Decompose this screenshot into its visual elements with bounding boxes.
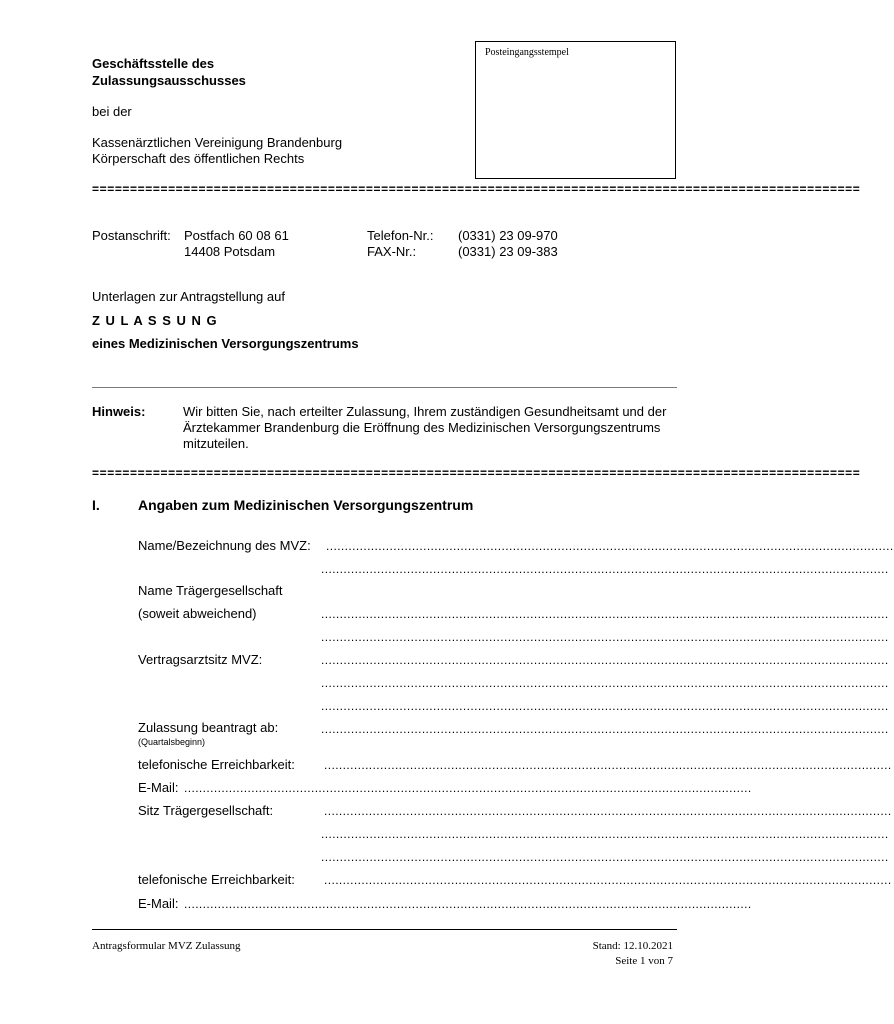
section-number: I. bbox=[92, 497, 100, 513]
fax-value: (0331) 23 09-383 bbox=[458, 244, 558, 259]
vertragsarztsitz-input-line-3[interactable]: ........................................................................................................................................................ bbox=[321, 699, 889, 713]
footer-stand: Stand: 12.10.2021 bbox=[592, 940, 673, 952]
vertragsarztsitz-label: Vertragsarztsitz MVZ: bbox=[138, 652, 263, 667]
traeger-sub-label: (soweit abweichend) bbox=[138, 606, 257, 621]
zulassung-sub-label: (Quartalsbeginn) bbox=[138, 737, 206, 747]
name-input-line-2[interactable]: ........................................................................................................................................................ bbox=[321, 562, 889, 576]
telefon-erreichbarkeit-label-2: telefonische Erreichbarkeit: bbox=[138, 872, 295, 887]
footer-rule bbox=[92, 929, 677, 930]
vertragsarztsitz-input-line-1[interactable]: ........................................................................................................................................................ bbox=[321, 653, 889, 667]
fax-label: FAX-Nr.: bbox=[367, 244, 417, 259]
hinweis-label: Hinweis: bbox=[92, 404, 146, 419]
traeger-input-line-1[interactable]: ........................................................................................................................................................ bbox=[321, 607, 889, 621]
title-line-3: eines Medizinischen Versorgungszentrums bbox=[92, 336, 359, 351]
telefon-erreichbarkeit-input-2[interactable]: ........................................................................................................................................................ bbox=[324, 873, 892, 887]
telefon-label: Telefon-Nr.: bbox=[367, 228, 434, 243]
bei-der: bei der bbox=[92, 104, 132, 119]
name-input-line-1[interactable]: ........................................................................................................................................................ bbox=[326, 539, 894, 553]
postfach: Postfach 60 08 61 bbox=[184, 228, 289, 243]
section-title: Angaben zum Medizinischen Versorgungszentrum bbox=[138, 497, 474, 513]
kv-line-2: Körperschaft des öffentlichen Rechts bbox=[92, 151, 305, 166]
stamp-label: Posteingangsstempel bbox=[485, 47, 569, 58]
zulassung-label: Zulassung beantragt ab: bbox=[138, 720, 279, 735]
hinweis-text: Wir bitten Sie, nach erteilter Zulassung, Ihrem zuständigen Gesundheitsamt und der Ärztekammer Brandenburg die Eröffnung des Medizinischen Versorgungszentrums mitzuteilen. bbox=[183, 404, 667, 451]
telefon-erreichbarkeit-label-1: telefonische Erreichbarkeit: bbox=[138, 757, 295, 772]
title-zulassung: Z U L A S S U N G bbox=[92, 313, 218, 328]
ort: 14408 Potsdam bbox=[184, 244, 276, 259]
postanschrift-label: Postanschrift: bbox=[92, 228, 171, 243]
footer-page-number: Seite 1 von 7 bbox=[615, 955, 673, 967]
org-line-1: Geschäftsstelle des bbox=[92, 56, 215, 71]
telefon-value: (0331) 23 09-970 bbox=[458, 228, 558, 243]
email-input-1[interactable]: ........................................................................................................................................................ bbox=[184, 781, 752, 795]
separator-bottom: ===================================================================================================== bbox=[92, 466, 861, 480]
zulassung-input-line[interactable]: ........................................................................................................................................................ bbox=[321, 722, 889, 736]
traeger-label: Name Trägergesellschaft bbox=[138, 583, 283, 598]
title-line-1: Unterlagen zur Antragstellung auf bbox=[92, 289, 285, 304]
vertragsarztsitz-input-line-2[interactable]: ........................................................................................................................................................ bbox=[321, 676, 889, 690]
telefon-erreichbarkeit-input-1[interactable]: ........................................................................................................................................................ bbox=[324, 758, 892, 772]
sitz-traeger-input-line-3[interactable]: ........................................................................................................................................................ bbox=[321, 850, 889, 864]
sitz-traeger-input-line-2[interactable]: ........................................................................................................................................................ bbox=[321, 827, 889, 841]
divider-line bbox=[92, 387, 677, 388]
sitz-traeger-label: Sitz Trägergesellschaft: bbox=[138, 803, 274, 818]
sitz-traeger-input-line-1[interactable]: ........................................................................................................................................................ bbox=[324, 804, 892, 818]
stamp-box bbox=[475, 41, 676, 179]
kv-line-1: Kassenärztlichen Vereinigung Brandenburg bbox=[92, 135, 343, 150]
org-line-2: Zulassungsausschusses bbox=[92, 73, 246, 88]
separator-top: ===================================================================================================== bbox=[92, 182, 861, 196]
footer-form-name: Antragsformular MVZ Zulassung bbox=[92, 940, 241, 952]
email-label-2: E-Mail: bbox=[138, 896, 179, 911]
email-input-2[interactable]: ........................................................................................................................................................ bbox=[184, 897, 752, 911]
traeger-input-line-2[interactable]: ........................................................................................................................................................ bbox=[321, 630, 889, 644]
email-label-1: E-Mail: bbox=[138, 780, 179, 795]
name-label: Name/Bezeichnung des MVZ: bbox=[138, 538, 311, 553]
